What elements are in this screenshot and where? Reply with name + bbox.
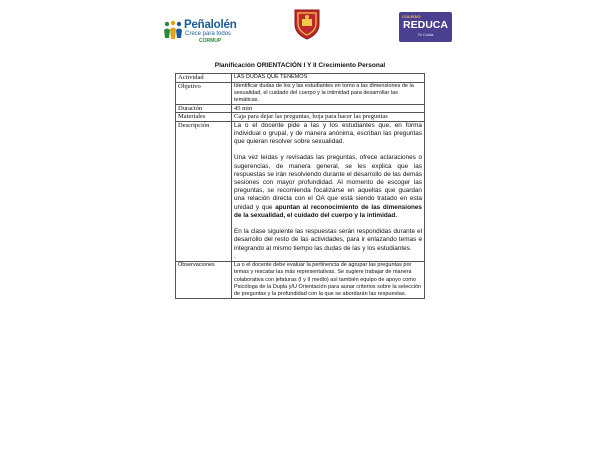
label-materiales: Materiales [176,113,232,122]
people-logo-icon [163,20,183,42]
penalolen-sub: CORMUP [199,38,222,44]
descripcion-paragraph-2 [234,154,422,220]
value-objetivo: Identificar dudas de los y las estudiantes en torno a las dimensiones de la sexualidad, el cuidado del cuerpo y la intimidad para desarrollar las temáticas. [232,82,425,104]
reduca-logo [399,12,452,42]
reduca-sub: Te Cuida [417,32,434,37]
row-descripcion [176,121,425,261]
row-observaciones [176,261,425,298]
label-observaciones: Observaciones [176,261,232,298]
row-duracion [176,104,425,113]
penalolen-tagline: Crece para todos [185,31,232,37]
planning-table [175,73,425,299]
penalolen-logo [163,19,255,45]
descripcion-paragraph-1: La o el docente pide a las y los estudiantes que, en forma individual o grupal, y de manera anónima, escriban las preguntas que quieran resolver sobre sexualidad. [234,121,422,145]
penalolen-name: Peñalolén [184,19,237,31]
label-actividad: Actividad [176,74,232,83]
value-duracion: 45 min [232,104,425,113]
row-objetivo [176,82,425,104]
row-actividad [176,74,425,83]
descripcion-paragraph-3: En la clase siguiente las respuestas serán respondidas durante el desarrollo del resto de las actividades, para ir enlazando temas e integrando al mismo tiempo las dudas de las y los estudiantes. [234,228,422,252]
label-objetivo: Objetivo [176,82,232,104]
reduca-name: REDUCA [403,19,448,31]
value-actividad: LAS DUDAS QUE TENEMOS [232,74,425,83]
value-materiales: Caja para dejar las preguntas, hoja para hacer las preguntas [232,113,425,122]
school-crest-icon [292,8,322,40]
descripcion-paragraph-2-text: Una vez leídas y revisadas las preguntas, ofrece aclaraciones o sugerencias, de manera general, se les explica que las respuestas se irán resolviendo durante el desarrollo de las demás sesiones con mayor profundidad. Al momento de escoger las preguntas, se recomienda focalizarse en aquellas que guardan una relación directa con el OA que está siendo tratado en esta unidad y que [234,154,422,211]
value-observaciones: La o el docente debe evaluar la pertinencia de agrupar las preguntas por temas y rescatar las más representativas. Se sugiere trabajar de manera colaborativa con jefaturas (I y II medio) así también equipo de apoyo como Psicóloga de la Dupla y/U Orientación para aunar criterios sobre la selección de preguntas y la profundidad con la que se abordarán las respuestas. [232,261,425,298]
label-duracion: Duración [176,104,232,113]
row-materiales [176,113,425,122]
value-descripcion [232,121,425,261]
descripcion-paragraph-4: . [234,252,236,260]
document-title: Planificación ORIENTACIÓN I Y II Crecimiento Personal [214,62,386,69]
descripcion-paragraph-2-bold: apuntan al reconocimiento de las dimensiones de la sexualidad, el cuidado del cuerpo y la intimidad. [234,203,422,219]
label-descripcion: Descripción [176,121,232,261]
reduca-top-text: COLEGIO [402,14,421,19]
